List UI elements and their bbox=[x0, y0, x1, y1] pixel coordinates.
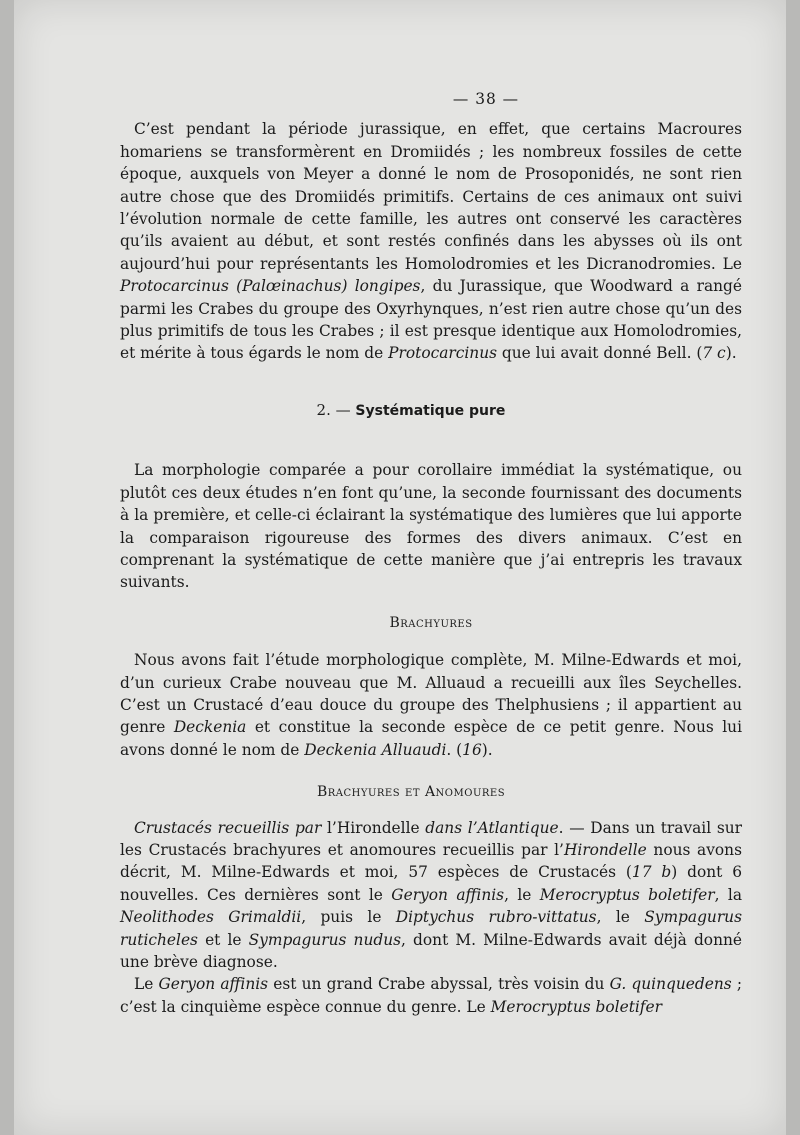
text-run: , du Jurassique, que Woodward a rangé parmi les Crabes du groupe des Oxyrhynques, n’est rien autre chose qu’un des plus primitifs de tous les Crabes ; il est presque identique aux Homolodromies, et mérite à tous égards le nom de bbox=[120, 277, 742, 363]
species-name: Diptychus rubro-vittatus bbox=[395, 908, 597, 927]
section-heading bbox=[120, 399, 742, 422]
reference: 17 b bbox=[631, 863, 672, 882]
text-run: ; c’est la cinquième espèce connue du genre. Le bbox=[120, 975, 743, 1016]
text-run: C’est pendant la période jurassique, en effet, que certains Macroures homariens se transformèrent en Dromiidés ; les nombreux fossiles de cette époque, auxquels von Meyer a donné le nom de Prosoponidés, ne sont rien autre chose que des Dromiidés primitifs. Certains de ces animaux ont suivi l’évolution normale de cette famille, les autres ont conservé les caractères qu’ils avaient au début, et sont restés confinés dans les abysses où ils ont aujourd’hui pour représentants les Homolodromies et les Dicranodromies. Le bbox=[120, 120, 742, 273]
text-run: est un grand Crabe abyssal, très voisin du bbox=[268, 975, 610, 994]
species-name: Neolithodes Grimaldii bbox=[120, 908, 302, 927]
section-number: 2. — bbox=[316, 400, 351, 419]
text-run: Le bbox=[134, 975, 159, 994]
italic-run: Crustacés recueillis par bbox=[134, 818, 322, 837]
subheading-brachyures-anomoures: Brachyures et Anomoures bbox=[316, 784, 506, 801]
text-run: . — Dans un travail sur les Crustacés brachyures et anomoures recueillis par l’ bbox=[120, 818, 742, 859]
species-name: Geryon affinis bbox=[158, 975, 269, 994]
text-run: , la bbox=[714, 885, 742, 904]
paragraph-systematique: La morphologie comparée a pour corollaire immédiat la systématique, ou plutôt ces deux études n’en font qu’une, la seconde fournissant des documents à la première, et celle-ci éclairant la systématique des lumières que lui apporte la comparaison rigoureuse des formes des divers animaux. C’est en comprenant la systématique de cette manière que j’ai entrepris les travaux suivants. bbox=[120, 461, 742, 592]
text-run: ). bbox=[481, 740, 493, 759]
reference: 7 c bbox=[702, 344, 726, 363]
species-name: Sympagurus nudus bbox=[248, 930, 402, 949]
species-name: Merocryptus boletifer bbox=[490, 997, 662, 1016]
text-run: Nous avons fait l’étude morphologique complète, M. Milne-Edwards et moi, d’un curieux Crabe nouveau que M. Alluaud a recueilli aux îles Seychelles. C’est un Crustacé d’eau douce du groupe des Thelphusiens ; il appartient au genre bbox=[120, 651, 742, 737]
page-text bbox=[120, 88, 742, 1018]
italic-run: Hirondelle bbox=[563, 840, 647, 859]
species-name: Merocryptus boletifer bbox=[539, 885, 715, 904]
genus-name: Protocarcinus bbox=[388, 344, 498, 363]
text-run: nous avons décrit, M. Milne-Edwards et moi, 57 espèces de Crustacés ( bbox=[120, 840, 742, 882]
section-title: Systématique pure bbox=[355, 402, 506, 419]
paragraph-jurassic bbox=[120, 118, 742, 364]
text-run: l’Hirondelle bbox=[321, 818, 426, 837]
text-run: et constitue la seconde espèce de ce petit genre. Nous lui avons donné le nom de bbox=[120, 718, 742, 759]
text-run: , puis le bbox=[301, 908, 396, 927]
species-name: Sympagurus ruticheles bbox=[120, 908, 742, 949]
subheading-brachyures: Brachyures bbox=[389, 614, 473, 631]
paragraph-deckenia bbox=[120, 649, 742, 761]
species-name: Protocarcinus (Palœinachus) longipes bbox=[120, 277, 421, 296]
italic-run: dans bbox=[425, 818, 463, 837]
text-run: que lui avait donné Bell. ( bbox=[497, 344, 703, 363]
paragraph-hirondelle bbox=[120, 817, 742, 974]
text-run: ). bbox=[725, 344, 737, 363]
species-name: G. quinquedens bbox=[609, 975, 732, 994]
page bbox=[14, 0, 786, 1135]
page-number: — 38 — bbox=[452, 90, 520, 108]
text-run: , le bbox=[504, 885, 540, 904]
genus-name: Deckenia bbox=[173, 718, 247, 737]
species-name: Geryon affinis bbox=[391, 885, 505, 904]
reference: 16 bbox=[462, 740, 482, 759]
paragraph-geryon bbox=[120, 973, 742, 1018]
text-run: , le bbox=[596, 908, 645, 927]
text-run: , dont M. Milne-Edwards avait déjà donné une brève diagnose. bbox=[120, 930, 742, 971]
italic-run: l’Atlantique bbox=[467, 818, 559, 837]
species-name: Deckenia Alluaudi bbox=[304, 740, 447, 759]
text-run: . ( bbox=[446, 740, 463, 759]
text-run: ) dont 6 nouvelles. Ces dernières sont le bbox=[120, 863, 743, 904]
text-run: et le bbox=[197, 930, 249, 949]
